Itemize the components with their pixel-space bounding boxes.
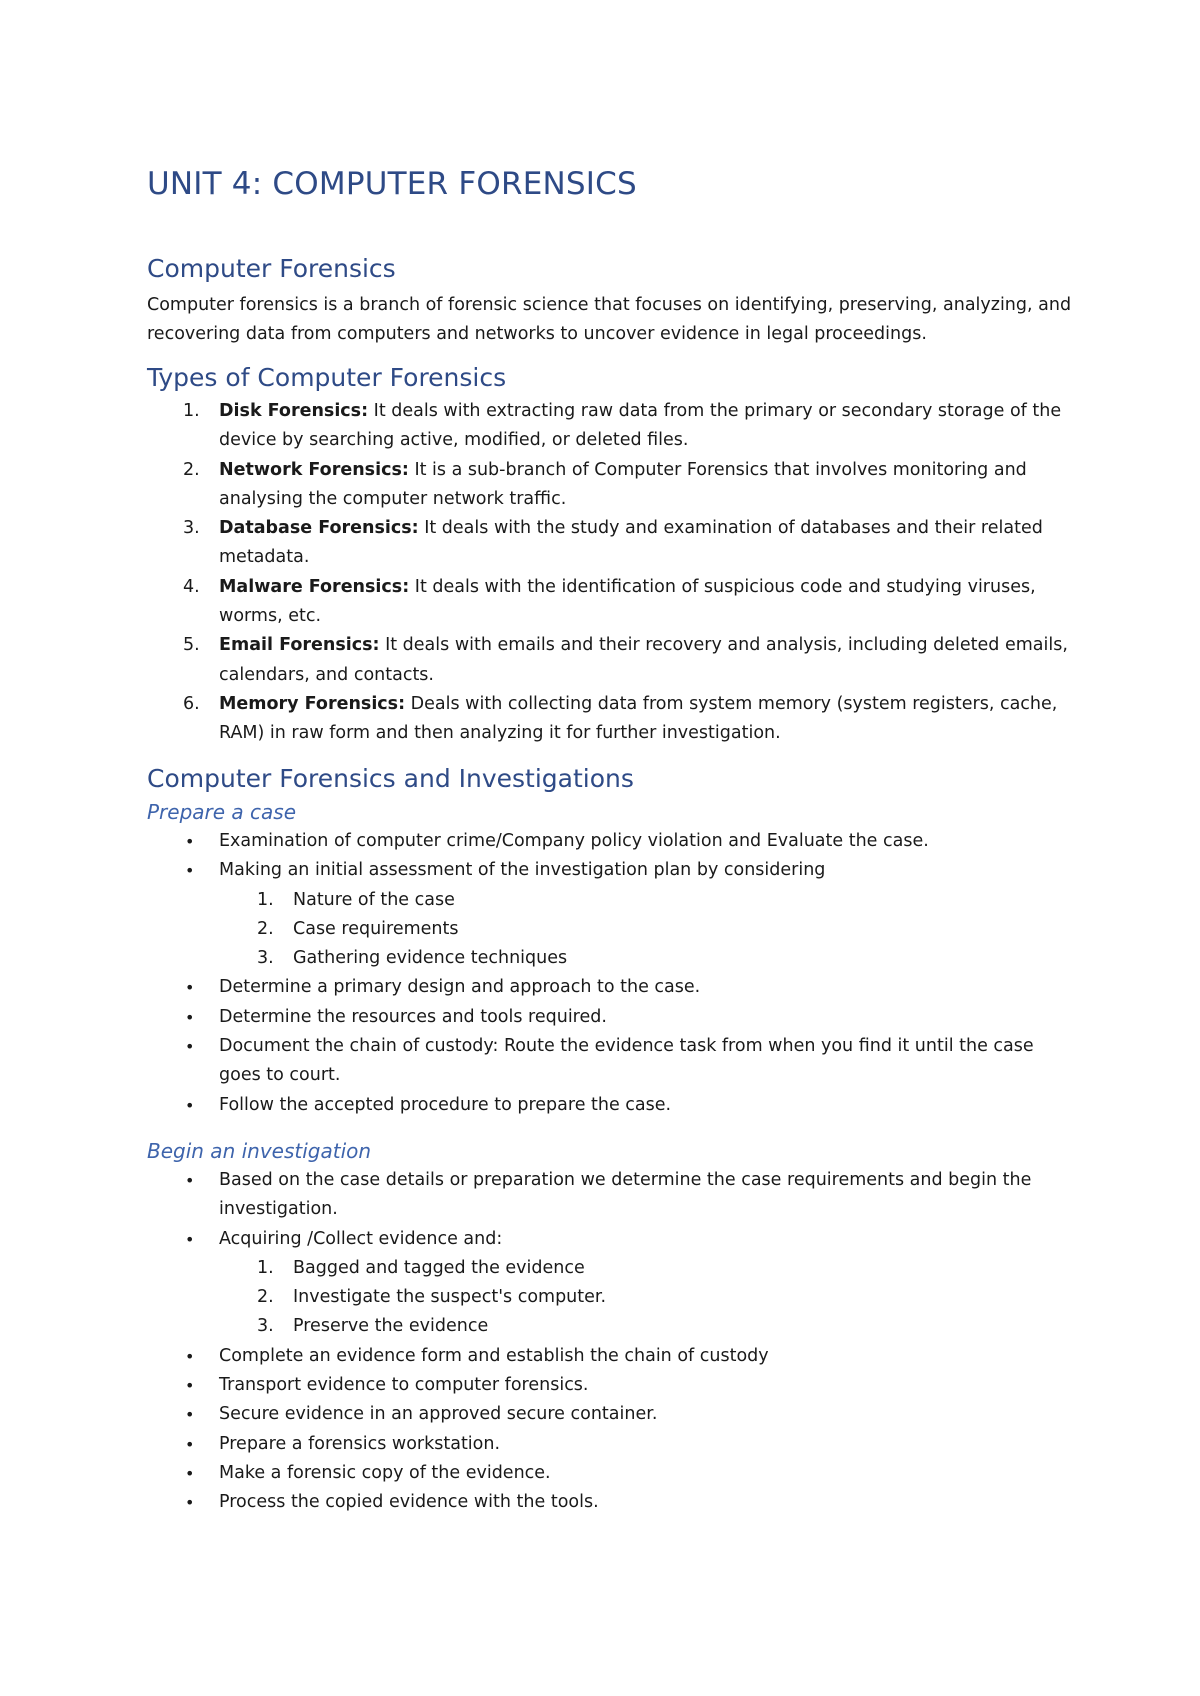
list-item: 2. Network Forensics: It is a sub-branch of Computer Forensics that involves monitoring and analysing the computer network traffic. — [183, 459, 1027, 509]
bullet-icon: • — [185, 832, 195, 851]
list-item: • Determine the resources and tools required. — [147, 1003, 1079, 1032]
list-item: • Examination of computer crime/Company policy violation and Evaluate the case. — [147, 827, 1079, 856]
types-list — [147, 397, 1079, 749]
bullet-icon: • — [185, 861, 195, 881]
sublist-item: 2. Investigate the suspect's computer. — [257, 1287, 607, 1308]
evidence-sublist — [219, 1254, 1079, 1342]
subheading-begin-investigation: Begin an investigation — [147, 1139, 372, 1163]
list-item: • Follow the accepted procedure to prepare the case. — [147, 1091, 1079, 1120]
heading-types: Types of Computer Forensics — [147, 363, 507, 392]
list-item: 4. Malware Forensics: It deals with the identification of suspicious code and studying viruses, worms, etc. — [183, 576, 1036, 627]
bullet-icon: • — [185, 1171, 195, 1190]
sublist-item: 3. Preserve the evidence — [257, 1316, 489, 1337]
list-item: • Prepare a forensics workstation. — [147, 1430, 1079, 1459]
list-item: 6. Memory Forensics: Deals with collecting data from system memory (system registers, cache, RAM) in raw form and then analyzing it for further investigation. — [183, 693, 1058, 744]
bullet-icon: • — [185, 1493, 195, 1513]
bullet-icon: • — [185, 978, 195, 998]
list-item: 5. Email Forensics: It deals with emails and their recovery and analysis, including deleted emails, calendars, and contacts. — [183, 635, 1068, 685]
begin-bullets — [147, 1166, 1079, 1518]
subheading-prepare-case: Prepare a case — [147, 800, 297, 824]
list-item: • Determine a primary design and approach to the case. — [147, 973, 1079, 1002]
term-label: Malware Forensics: — [219, 576, 410, 597]
intro-paragraph: Computer forensics is a branch of forensic science that focuses on identifying, preserving, analyzing, and recovering data from computers and networks to uncover evidence in legal proceedings. — [147, 295, 1072, 344]
term-label: Disk Forensics: — [219, 401, 369, 421]
bullet-icon: • — [185, 1037, 195, 1057]
sublist-item: 1. Bagged and tagged the evidence — [257, 1257, 585, 1278]
term-label: Email Forensics: — [219, 635, 380, 656]
list-item: • Transport evidence to computer forensics. — [147, 1371, 1079, 1400]
list-item: • Based on the case details or preparation we determine the case requirements and begin the investigation. — [147, 1166, 1079, 1225]
list-item: 1. Disk Forensics: It deals with extracting raw data from the primary or secondary storage of the device by searching active, modified, or deleted files. — [183, 401, 1062, 451]
considerations-sublist — [219, 886, 1079, 974]
bullet-icon: • — [185, 1434, 195, 1454]
list-item: 3. Database Forensics: It deals with the study and examination of databases and their related metadata. — [183, 518, 1043, 568]
bullet-icon: • — [185, 1376, 195, 1396]
heading-computer-forensics: Computer Forensics — [147, 254, 396, 283]
bullet-icon: • — [185, 1095, 195, 1115]
document-title: UNIT 4: COMPUTER FORENSICS — [147, 166, 637, 202]
sublist-item: 2. Case requirements — [257, 918, 459, 939]
term-label: Memory Forensics: — [219, 693, 406, 714]
prepare-bullets — [147, 827, 1079, 1120]
heading-investigations: Computer Forensics and Investigations — [147, 764, 634, 793]
bullet-icon: • — [185, 1463, 195, 1483]
term-label: Network Forensics: — [219, 459, 409, 480]
list-item: • Secure evidence in an approved secure container. — [147, 1400, 1079, 1429]
list-item: • Document the chain of custody: Route the evidence task from when you find it until the case goes to court. — [147, 1032, 1079, 1091]
sublist-item: 1. Nature of the case — [257, 889, 455, 910]
bullet-icon: • — [185, 1346, 195, 1366]
sublist-item: 3. Gathering evidence techniques — [257, 948, 568, 969]
list-item: • Making an initial assessment of the investigation plan by considering 1. Nature of the case 2. Case requirements 3. Gathering evidence techniques — [147, 856, 1079, 973]
term-label: Database Forensics: — [219, 518, 419, 539]
bullet-icon: • — [185, 1007, 195, 1027]
list-item: • Acquiring /Collect evidence and: 1. Bagged and tagged the evidence 2. Investigate the suspect's computer. 3. Preserve the evidence — [147, 1225, 1079, 1342]
bullet-icon: • — [185, 1405, 195, 1425]
list-item: • Process the copied evidence with the tools. — [147, 1488, 1079, 1517]
list-item: • Complete an evidence form and establish the chain of custody — [147, 1342, 1079, 1371]
bullet-icon: • — [185, 1229, 195, 1249]
list-item: • Make a forensic copy of the evidence. — [147, 1459, 1079, 1488]
